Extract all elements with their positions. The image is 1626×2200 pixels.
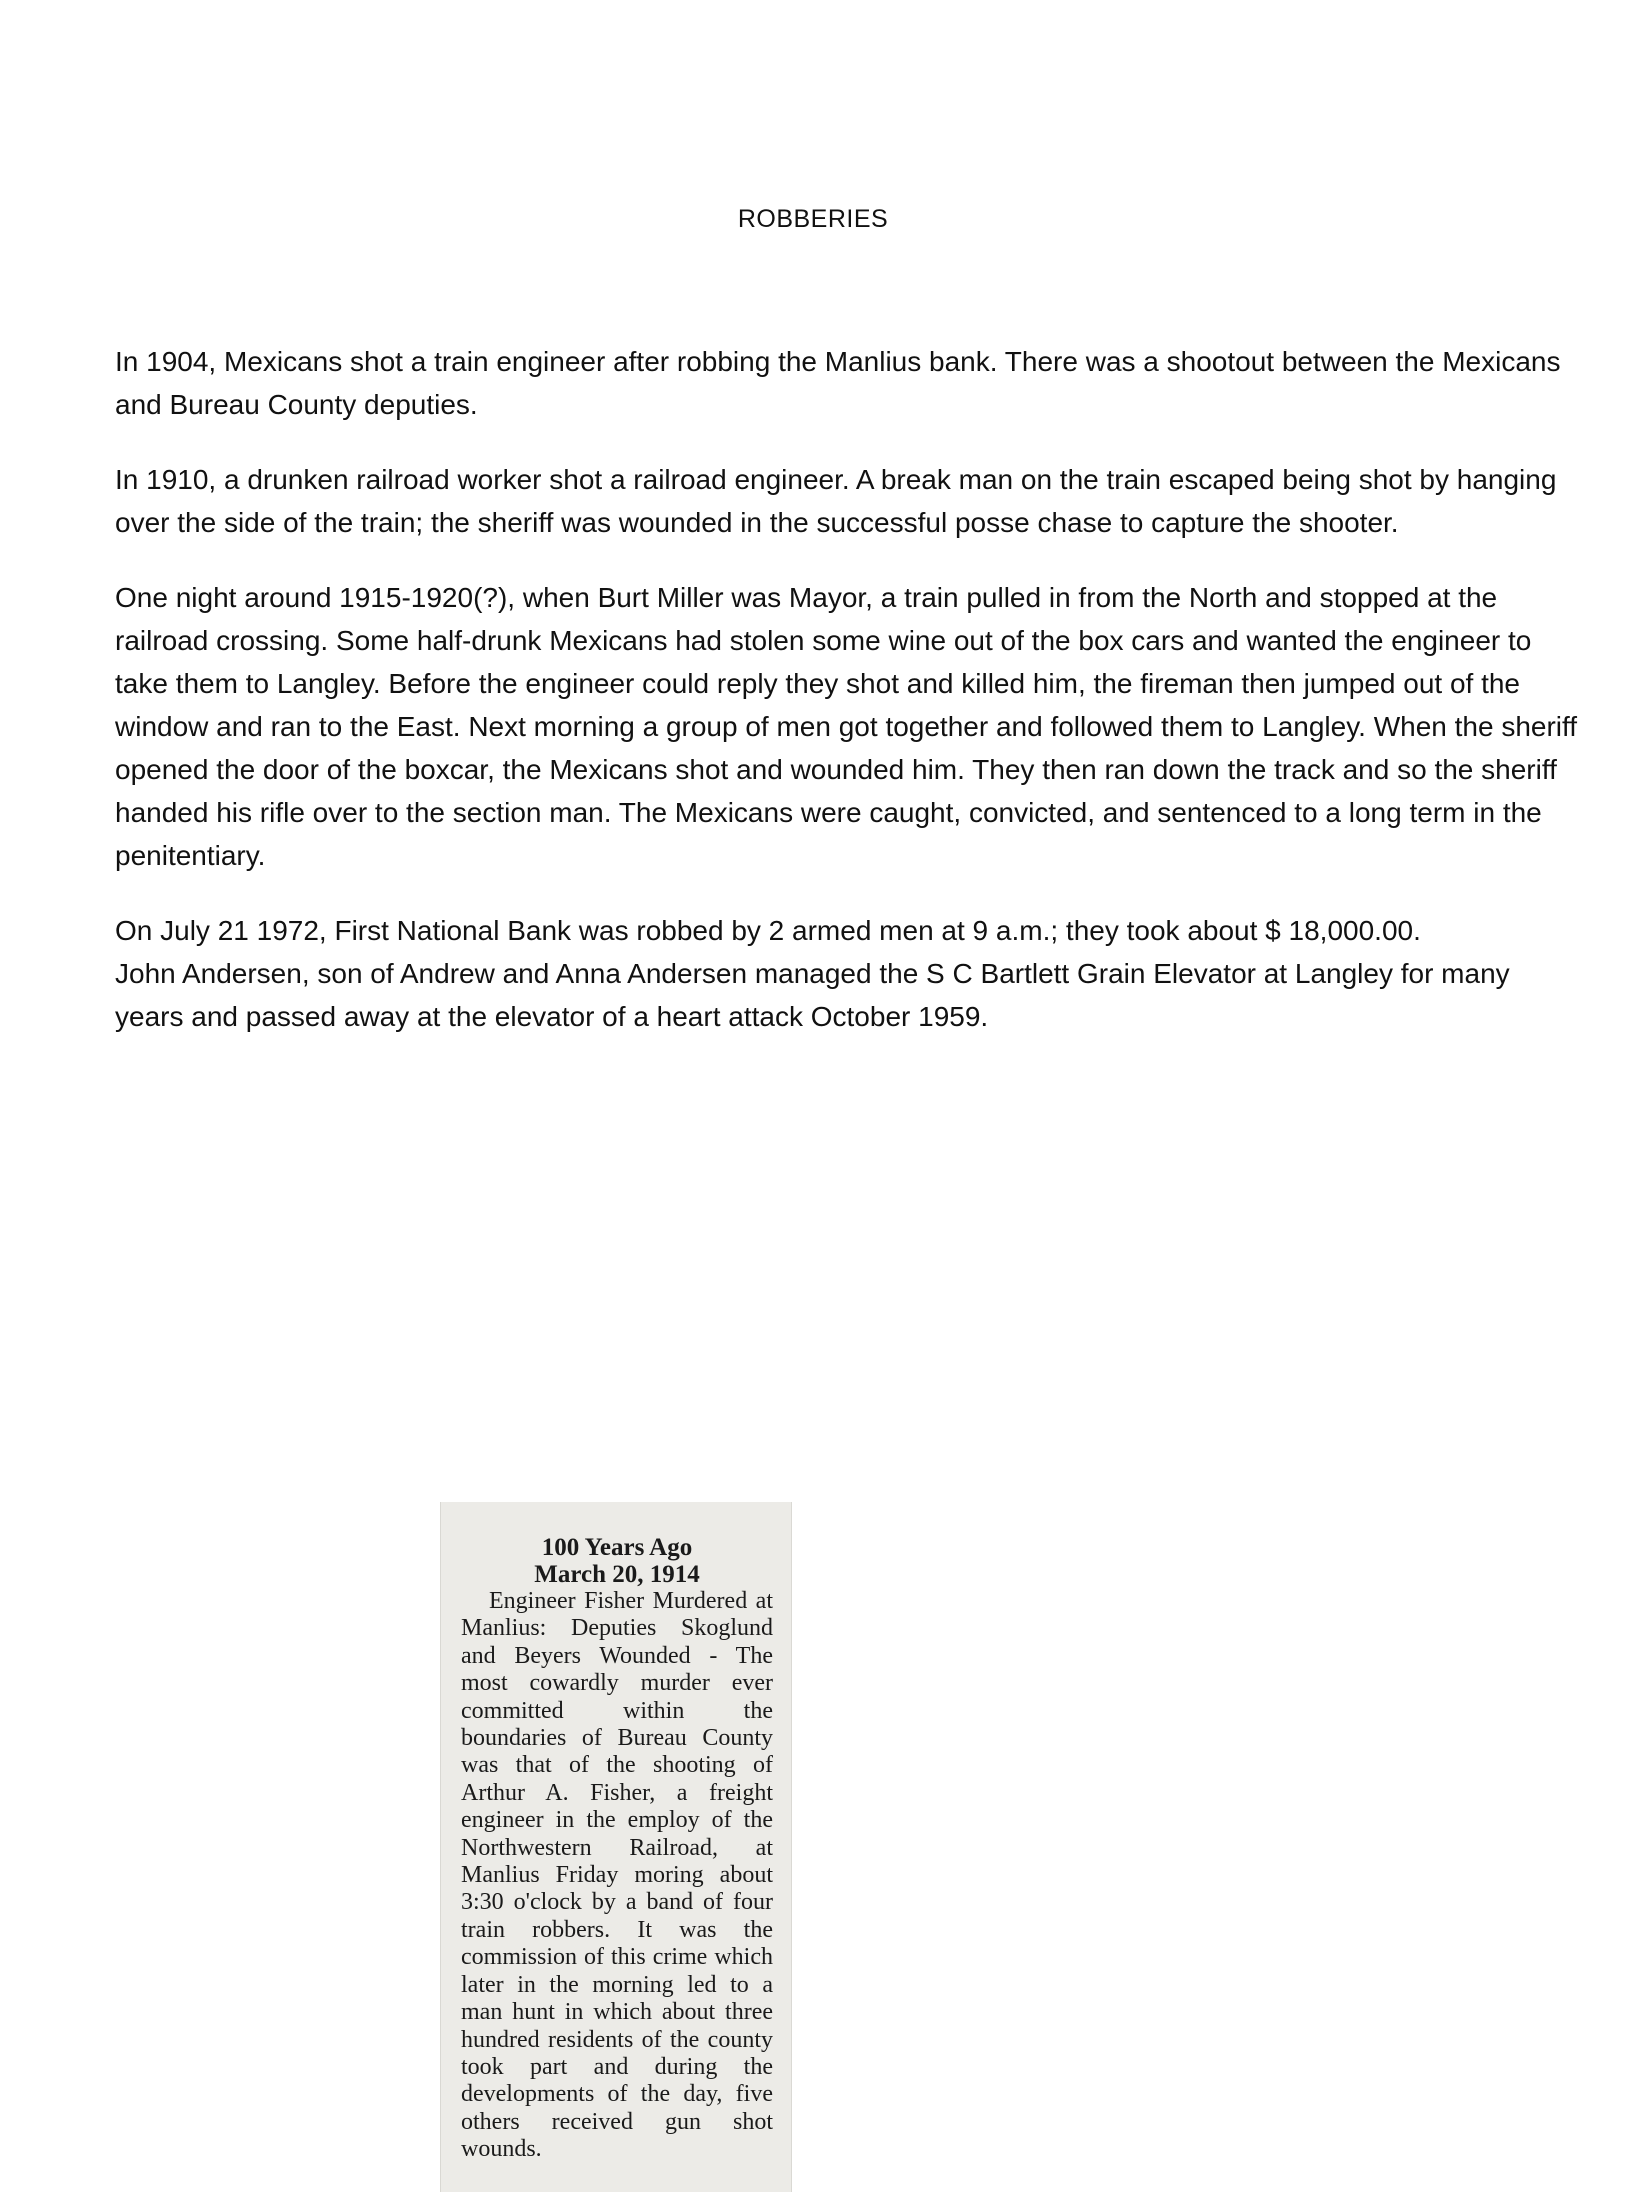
paragraph-john-andersen: John Andersen, son of Andrew and Anna Andersen managed the S C Bartlett Grain Elevator at Langley for many years and passed away at the elevator of a heart attack October 1959.	[115, 958, 1510, 1032]
newspaper-clipping	[440, 1502, 792, 2192]
clipping-article-text: Engineer Fisher Murdered at Manlius: Deputies Skoglund and Beyers Wounded - The most cowardly murder ever committed within the boundaries of Bureau County was that of the shooting of Arthur A. Fisher, a freight engineer in the employ of the Northwestern Railroad, at Manlius Friday moring about 3:30 o'clock by a band of four train robbers. It was the commission of this crime which later in the morning led to a man hunt in which about three hundred residents of the county took part and during the developments of the day, five others received gun shot wounds.	[461, 1588, 773, 2163]
paragraph-1910-shooting: In 1910, a drunken railroad worker shot a railroad engineer. A break man on the train escaped being shot by hanging over the side of the train; the sheriff was wounded in the successful posse chase to capture the shooter.	[115, 464, 1557, 538]
document-body	[115, 340, 1585, 1070]
paragraph-1904-robbery: In 1904, Mexicans shot a train engineer after robbing the Manlius bank. There was a shootout between the Mexicans and Bureau County deputies.	[115, 346, 1561, 420]
clipping-heading-date: March 20, 1914	[534, 1561, 700, 1588]
clipping-heading-years-ago: 100 Years Ago	[541, 1534, 693, 1561]
paragraph-1972-bank-robbery: On July 21 1972, First National Bank was robbed by 2 armed men at 9 a.m.; they took about $ 18,000.00.	[115, 915, 1421, 946]
page-title: ROBBERIES	[737, 205, 889, 233]
paragraph-1915-train-shooting: One night around 1915-1920(?), when Burt Miller was Mayor, a train pulled in from the North and stopped at the railroad crossing. Some half-drunk Mexicans had stolen some wine out of the box cars and wanted the engineer to take them to Langley. Before the engineer could reply they shot and killed him, the fireman then jumped out of the window and ran to the East. Next morning a group of men got together and followed them to Langley. When the sheriff opened the door of the boxcar, the Mexicans shot and wounded him. They then ran down the track and so the sheriff handed his rifle over to the section man. The Mexicans were caught, convicted, and sentenced to a long term in the penitentiary.	[115, 582, 1578, 871]
